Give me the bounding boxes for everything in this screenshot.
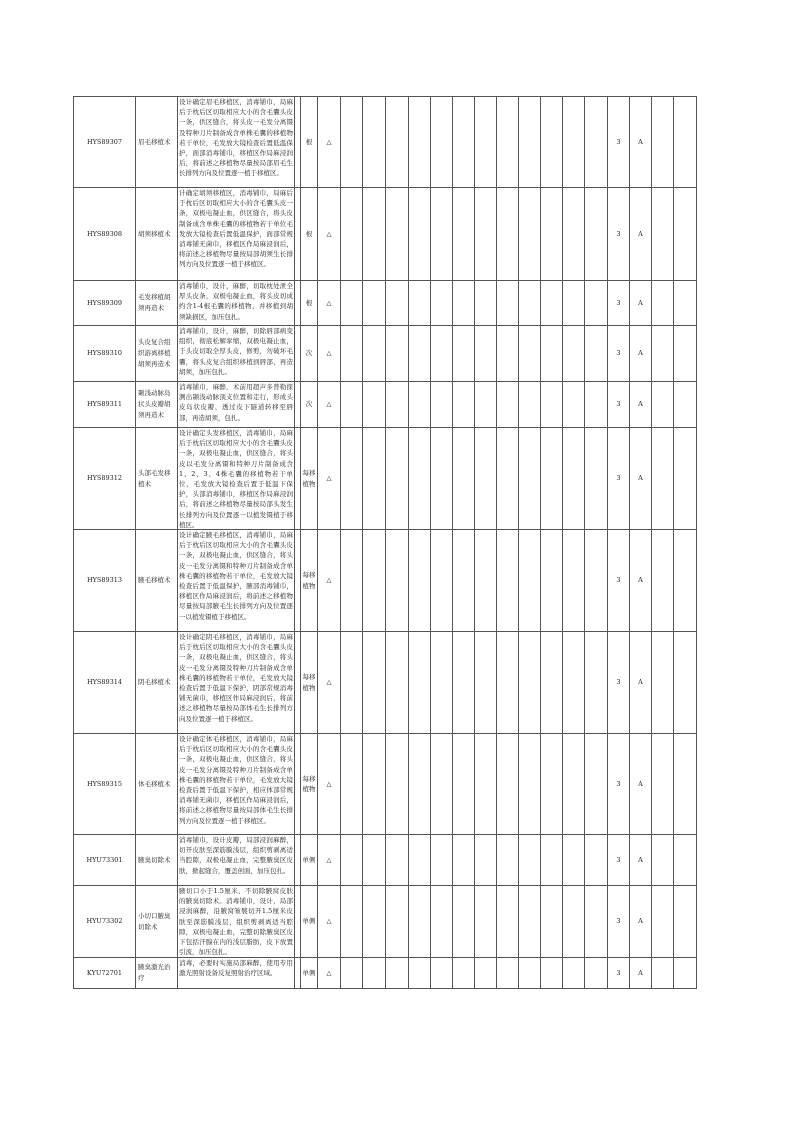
empty-cell bbox=[585, 382, 608, 428]
empty-cell bbox=[497, 734, 519, 835]
item-description-text: 消毒铺巾，设计皮瓣，局部浸润麻醉，切开皮肤至深筋膜浅层，组织剪剥离适当腔隙，双极电凝止血，完整腋臭区皮肤，掀起缝合，覆盖创面，加压包扎。 bbox=[179, 836, 293, 875]
item-description bbox=[178, 382, 295, 428]
empty-cell bbox=[652, 97, 674, 188]
empty-cell bbox=[363, 382, 386, 428]
empty-cell bbox=[563, 530, 585, 632]
empty-cell bbox=[497, 326, 519, 382]
item-unit: 根 bbox=[301, 97, 318, 188]
empty-cell bbox=[652, 734, 674, 835]
empty-cell bbox=[541, 835, 563, 886]
notes-cell bbox=[674, 734, 697, 835]
empty-cell bbox=[652, 188, 674, 281]
empty-cell bbox=[541, 97, 563, 188]
empty-cell bbox=[409, 530, 431, 632]
empty-cell bbox=[386, 835, 409, 886]
item-unit: 每移植物 bbox=[301, 632, 318, 734]
empty-cell bbox=[497, 382, 519, 428]
empty-cell bbox=[519, 958, 541, 989]
empty-cell bbox=[563, 428, 585, 530]
item-description-text: 设计确定头发移植区，消毒铺巾，局麻后于枕后区切取相应大小的含毛囊头皮一条，双极电凝止血，供区缝合，将头皮以毛发分离镊和特种刀片制备成含1、2、3、4株毛囊的移植物若干单位，毛发放大镜检查后置于低温下保护，头部消毒铺巾，移植区作局麻浸润后，将前述之移植物尽量按局部头发生长排列方向及位置逐一以植发镊植于移植区。 bbox=[179, 429, 293, 529]
empty-cell bbox=[453, 632, 475, 734]
item-description bbox=[178, 958, 295, 989]
empty-cell bbox=[409, 632, 431, 734]
item-mark: △ bbox=[318, 428, 341, 530]
item-description bbox=[178, 281, 295, 326]
item-description bbox=[178, 530, 295, 632]
empty-cell bbox=[453, 188, 475, 281]
item-mark: △ bbox=[318, 958, 341, 989]
empty-cell bbox=[563, 632, 585, 734]
table-row bbox=[74, 958, 751, 989]
empty-cell bbox=[519, 97, 541, 188]
table-row bbox=[74, 188, 751, 281]
empty-cell bbox=[519, 326, 541, 382]
item-description bbox=[178, 97, 295, 188]
empty-cell bbox=[431, 886, 453, 958]
empty-cell bbox=[563, 835, 585, 886]
empty-cell bbox=[341, 97, 363, 188]
item-grade: 3 bbox=[608, 97, 630, 188]
empty-cell bbox=[386, 734, 409, 835]
empty-cell bbox=[497, 97, 519, 188]
empty-cell bbox=[431, 326, 453, 382]
notes-cell bbox=[674, 530, 697, 632]
empty-cell bbox=[363, 97, 386, 188]
item-unit: 每移植物 bbox=[301, 530, 318, 632]
item-description bbox=[178, 632, 295, 734]
item-description bbox=[178, 326, 295, 382]
empty-cell bbox=[563, 382, 585, 428]
empty-cell bbox=[386, 281, 409, 326]
item-grade: 3 bbox=[608, 188, 630, 281]
item-mark: △ bbox=[318, 886, 341, 958]
empty-cell bbox=[585, 958, 608, 989]
item-code: HYS89310 bbox=[74, 326, 136, 382]
item-name: 体毛移植术 bbox=[136, 734, 178, 835]
empty-cell bbox=[386, 382, 409, 428]
item-grade: 3 bbox=[608, 958, 630, 989]
item-mark: △ bbox=[318, 632, 341, 734]
empty-cell bbox=[431, 958, 453, 989]
item-code: HYS89308 bbox=[74, 188, 136, 281]
empty-cell bbox=[475, 632, 497, 734]
empty-cell bbox=[585, 632, 608, 734]
item-unit: 根 bbox=[301, 188, 318, 281]
empty-cell bbox=[341, 188, 363, 281]
empty-cell bbox=[519, 886, 541, 958]
empty-cell bbox=[431, 281, 453, 326]
empty-cell bbox=[652, 428, 674, 530]
empty-cell bbox=[519, 428, 541, 530]
empty-cell bbox=[431, 97, 453, 188]
empty-cell bbox=[497, 281, 519, 326]
item-name: 眉毛移植术 bbox=[136, 97, 178, 188]
empty-cell bbox=[475, 835, 497, 886]
item-description bbox=[178, 428, 295, 530]
empty-cell bbox=[409, 958, 431, 989]
item-unit: 次 bbox=[301, 326, 318, 382]
empty-cell bbox=[341, 886, 363, 958]
item-code: HYS89311 bbox=[74, 382, 136, 428]
empty-cell bbox=[341, 428, 363, 530]
empty-cell bbox=[341, 958, 363, 989]
item-description-text: 消毒，必要时实施局部麻醉，使用专用激光照射设备反复照射治疗区域。 bbox=[179, 959, 293, 978]
empty-cell bbox=[519, 734, 541, 835]
empty-cell bbox=[519, 530, 541, 632]
table-row bbox=[74, 734, 751, 835]
item-description-text: 腋切口小于1.5厘米、不切除腋窝皮肤的腋臭切除术。消毒铺巾，设计，局部浸润麻醉，沿腋窝皱襞切开1.5厘米皮肤至深筋膜浅层，组织剪剥离适当腔隙，双极电凝止血，完整切除腋臭区皮下包括汗腺在内的浅层脂肪，皮下放置引流，加压包扎。 bbox=[179, 887, 293, 957]
item-mark: △ bbox=[318, 382, 341, 428]
empty-cell bbox=[652, 632, 674, 734]
item-grade: 3 bbox=[608, 734, 630, 835]
notes-cell bbox=[674, 382, 697, 428]
empty-cell bbox=[341, 734, 363, 835]
item-description-text: 设计确定体毛移植区，消毒铺巾，局麻后于枕后区切取相应大小的含毛囊头皮一条，双极电凝止血，供区缝合，将头皮一毛发分离镊及特种刀片制备成含单株毛囊的移植物若干单位，毛发放大镜检查后置于低温下保护，相应体部常规消毒铺无菌巾，移植区作局麻浸润后，将前述之移植物尽量按局部体毛生长排列方向及位置逐一植于移植区。 bbox=[179, 735, 293, 825]
item-name: 毛发移植胡须再造术 bbox=[136, 281, 178, 326]
item-description bbox=[178, 886, 295, 958]
item-unit: 每移植物 bbox=[301, 428, 318, 530]
empty-cell bbox=[497, 958, 519, 989]
empty-cell bbox=[386, 958, 409, 989]
empty-cell bbox=[541, 530, 563, 632]
empty-cell bbox=[453, 886, 475, 958]
empty-cell bbox=[409, 428, 431, 530]
empty-cell bbox=[453, 734, 475, 835]
empty-cell bbox=[363, 632, 386, 734]
empty-cell bbox=[652, 530, 674, 632]
empty-cell bbox=[475, 97, 497, 188]
empty-cell bbox=[585, 428, 608, 530]
empty-cell bbox=[475, 326, 497, 382]
empty-cell bbox=[585, 734, 608, 835]
empty-cell bbox=[497, 632, 519, 734]
notes-cell bbox=[674, 188, 697, 281]
empty-cell bbox=[652, 382, 674, 428]
empty-cell bbox=[541, 428, 563, 530]
fee-schedule-table bbox=[73, 96, 751, 989]
empty-cell bbox=[341, 382, 363, 428]
empty-cell bbox=[585, 835, 608, 886]
empty-cell bbox=[363, 326, 386, 382]
empty-cell bbox=[563, 958, 585, 989]
empty-cell bbox=[563, 188, 585, 281]
empty-cell bbox=[409, 835, 431, 886]
item-class: A bbox=[630, 281, 652, 326]
item-code: HYS89313 bbox=[74, 530, 136, 632]
empty-cell bbox=[363, 734, 386, 835]
empty-cell bbox=[475, 734, 497, 835]
empty-cell bbox=[386, 530, 409, 632]
item-description-text: 设计确定腋毛移植区，消毒铺巾，局麻后于枕后区切取相应大小的含毛囊头皮一条，双极电凝止血，供区缝合，将头皮一毛发分离镊和特种刀片制备成含单株毛囊的移植物若干单位，毛发放大镜检查后置于低温保护，腋部消毒铺巾，移植区作局麻浸润后，将前述之移植物尽量按局部腋毛生长排列方向及位置逐一以植发镊植于移植区。 bbox=[179, 531, 293, 621]
item-name: 阴毛移植术 bbox=[136, 632, 178, 734]
empty-cell bbox=[652, 958, 674, 989]
item-unit: 根 bbox=[301, 281, 318, 326]
item-mark: △ bbox=[318, 835, 341, 886]
item-name: 头皮复合组织游离移植胡须再造术 bbox=[136, 326, 178, 382]
item-description bbox=[178, 835, 295, 886]
empty-cell bbox=[497, 886, 519, 958]
empty-cell bbox=[475, 188, 497, 281]
empty-cell bbox=[431, 188, 453, 281]
empty-cell bbox=[563, 326, 585, 382]
empty-cell bbox=[652, 886, 674, 958]
item-code: HYS89312 bbox=[74, 428, 136, 530]
empty-cell bbox=[475, 281, 497, 326]
table-row bbox=[74, 281, 751, 326]
empty-cell bbox=[363, 958, 386, 989]
empty-cell bbox=[386, 326, 409, 382]
item-name: 腋毛移植术 bbox=[136, 530, 178, 632]
empty-cell bbox=[409, 326, 431, 382]
item-unit: 次 bbox=[301, 382, 318, 428]
empty-cell bbox=[519, 835, 541, 886]
item-grade: 3 bbox=[608, 632, 630, 734]
empty-cell bbox=[541, 734, 563, 835]
table-row bbox=[74, 632, 751, 734]
item-mark: △ bbox=[318, 97, 341, 188]
item-unit: 单侧 bbox=[301, 835, 318, 886]
notes-cell bbox=[674, 886, 697, 958]
empty-cell bbox=[453, 281, 475, 326]
empty-cell bbox=[409, 382, 431, 428]
empty-cell bbox=[431, 835, 453, 886]
item-class: A bbox=[630, 97, 652, 188]
item-unit: 单侧 bbox=[301, 886, 318, 958]
empty-cell bbox=[386, 188, 409, 281]
empty-cell bbox=[341, 530, 363, 632]
empty-cell bbox=[652, 281, 674, 326]
empty-cell bbox=[453, 97, 475, 188]
empty-cell bbox=[519, 281, 541, 326]
table-row bbox=[74, 835, 751, 886]
item-grade: 3 bbox=[608, 530, 630, 632]
empty-cell bbox=[585, 97, 608, 188]
item-code: HYU73301 bbox=[74, 835, 136, 886]
item-class: A bbox=[630, 382, 652, 428]
empty-cell bbox=[409, 734, 431, 835]
empty-cell bbox=[409, 886, 431, 958]
item-mark: △ bbox=[318, 326, 341, 382]
item-code: HYS89307 bbox=[74, 97, 136, 188]
empty-cell bbox=[386, 632, 409, 734]
empty-cell bbox=[431, 382, 453, 428]
item-mark: △ bbox=[318, 188, 341, 281]
empty-cell bbox=[475, 382, 497, 428]
empty-cell bbox=[563, 734, 585, 835]
item-name: 颞浅动脉岛状头皮瓣胡须再造术 bbox=[136, 382, 178, 428]
empty-cell bbox=[652, 835, 674, 886]
empty-cell bbox=[652, 326, 674, 382]
notes-cell bbox=[674, 835, 697, 886]
empty-cell bbox=[563, 886, 585, 958]
notes-cell bbox=[674, 958, 697, 989]
empty-cell bbox=[497, 835, 519, 886]
item-class: A bbox=[630, 188, 652, 281]
item-grade: 3 bbox=[608, 886, 630, 958]
empty-cell bbox=[475, 958, 497, 989]
item-code: HYS89309 bbox=[74, 281, 136, 326]
empty-cell bbox=[363, 530, 386, 632]
item-code: HYS89314 bbox=[74, 632, 136, 734]
item-description bbox=[178, 734, 295, 835]
empty-cell bbox=[453, 530, 475, 632]
table-row bbox=[74, 382, 751, 428]
empty-cell bbox=[585, 188, 608, 281]
empty-cell bbox=[541, 281, 563, 326]
item-name: 头部毛发移植术 bbox=[136, 428, 178, 530]
empty-cell bbox=[519, 382, 541, 428]
empty-cell bbox=[431, 632, 453, 734]
item-class: A bbox=[630, 632, 652, 734]
item-code: HYU73302 bbox=[74, 886, 136, 958]
item-class: A bbox=[630, 958, 652, 989]
notes-cell bbox=[674, 281, 697, 326]
item-unit: 单侧 bbox=[301, 958, 318, 989]
empty-cell bbox=[585, 886, 608, 958]
item-name: 腋臭激光治疗 bbox=[136, 958, 178, 989]
empty-cell bbox=[363, 428, 386, 530]
empty-cell bbox=[386, 886, 409, 958]
item-mark: △ bbox=[318, 530, 341, 632]
item-class: A bbox=[630, 886, 652, 958]
empty-cell bbox=[541, 632, 563, 734]
empty-cell bbox=[386, 428, 409, 530]
item-class: A bbox=[630, 326, 652, 382]
empty-cell bbox=[386, 97, 409, 188]
empty-cell bbox=[363, 281, 386, 326]
empty-cell bbox=[519, 632, 541, 734]
empty-cell bbox=[585, 326, 608, 382]
item-code: HYS89315 bbox=[74, 734, 136, 835]
empty-cell bbox=[497, 530, 519, 632]
empty-cell bbox=[363, 835, 386, 886]
item-grade: 3 bbox=[608, 835, 630, 886]
item-description-text: 消毒铺巾，麻醉，术前用超声多普勒探测出颞浅动脉顶支位置和走行，形成头皮岛状皮瓣，透过皮下隧道转移至唇部，再造胡须，包扎。 bbox=[179, 383, 293, 422]
empty-cell bbox=[341, 281, 363, 326]
empty-cell bbox=[541, 958, 563, 989]
empty-cell bbox=[341, 632, 363, 734]
notes-cell bbox=[674, 97, 697, 188]
empty-cell bbox=[363, 886, 386, 958]
empty-cell bbox=[563, 281, 585, 326]
item-description-text: 计确定胡须移植区，消毒铺巾，局麻后于枕后区切取相应大小的含毛囊头皮一条，双极电凝止血，供区缝合，将头皮制备成含单株毛囊的移植物若干单位毛发放大镜检查后置低温保护，面部常规消毒铺无菌巾，移植区作局麻浸润后，将前述之移植物尽量按局部胡须生长排列方向及位置逐一植于移植区。 bbox=[179, 189, 293, 269]
empty-cell bbox=[409, 97, 431, 188]
empty-cell bbox=[431, 428, 453, 530]
empty-cell bbox=[363, 188, 386, 281]
table-row bbox=[74, 97, 751, 188]
item-name: 小切口腋臭切除术 bbox=[136, 886, 178, 958]
empty-cell bbox=[497, 188, 519, 281]
item-mark: △ bbox=[318, 734, 341, 835]
item-class: A bbox=[630, 835, 652, 886]
notes-cell bbox=[674, 326, 697, 382]
empty-cell bbox=[409, 281, 431, 326]
empty-cell bbox=[541, 188, 563, 281]
empty-cell bbox=[453, 958, 475, 989]
item-grade: 3 bbox=[608, 281, 630, 326]
item-unit: 每移植物 bbox=[301, 734, 318, 835]
item-description-text: 消毒铺巾，设计，麻醉，切取枕处泄全厚头皮条，双极电凝止血，将头皮切成约含1-4根毛囊的移植物，并移植到胡须缺损区，加压包扎。 bbox=[179, 282, 293, 321]
empty-cell bbox=[341, 326, 363, 382]
item-mark: △ bbox=[318, 281, 341, 326]
item-grade: 3 bbox=[608, 382, 630, 428]
empty-cell bbox=[585, 281, 608, 326]
empty-cell bbox=[341, 835, 363, 886]
empty-cell bbox=[409, 188, 431, 281]
empty-cell bbox=[541, 886, 563, 958]
empty-cell bbox=[475, 428, 497, 530]
item-description-text: 消毒铺巾，设计，麻醉，切除唇部病变组织，彻底松解挛缩，双极电凝止血，于头皮切取全厚头皮，修剪，勿破坏毛囊，将头皮复合组织移植到唇部，再造胡须，加压包扎。 bbox=[179, 327, 293, 376]
empty-cell bbox=[475, 530, 497, 632]
item-class: A bbox=[630, 428, 652, 530]
notes-cell bbox=[674, 428, 697, 530]
item-description-text: 设计确定眉毛移植区，消毒铺巾，局麻后于枕后区切取相应大小的含毛囊头皮一条，供区缝合，将头皮一毛发分离镊及特种刀片制备成含单株毛囊的移植物若干单位，毛发放大镜检查后置低温保护，面部消毒铺巾，移植区作局麻浸润后，将前述之移植物尽量按局部眉毛生长排列方向及位置逐一植于移植区。 bbox=[179, 98, 293, 178]
table-row bbox=[74, 326, 751, 382]
empty-cell bbox=[453, 382, 475, 428]
item-class: A bbox=[630, 734, 652, 835]
empty-cell bbox=[475, 886, 497, 958]
notes-cell bbox=[674, 632, 697, 734]
item-description bbox=[178, 188, 295, 281]
item-grade: 3 bbox=[608, 326, 630, 382]
empty-cell bbox=[563, 97, 585, 188]
empty-cell bbox=[497, 428, 519, 530]
empty-cell bbox=[431, 530, 453, 632]
table-row bbox=[74, 886, 751, 958]
item-grade: 3 bbox=[608, 428, 630, 530]
empty-cell bbox=[431, 734, 453, 835]
empty-cell bbox=[453, 326, 475, 382]
item-description-text: 设计确定阴毛移植区，消毒铺巾，局麻后于枕后区切取相应大小的含毛囊头皮一条，双极电凝止血，供区缝合，将头皮一毛发分离镊及特种刀片制备成含单株毛囊的移植物若干单位，毛发放大镜检查后置于低温下保护，阴部常规消毒铺无菌巾，移植区作局麻浸润后，将前述之移植物尽量按局部体毛生长排列方向及位置逐一植于移植区。 bbox=[179, 633, 293, 723]
empty-cell bbox=[541, 382, 563, 428]
item-name: 腋臭切除术 bbox=[136, 835, 178, 886]
item-class: A bbox=[630, 530, 652, 632]
table-row bbox=[74, 428, 751, 530]
item-code: KYU72701 bbox=[74, 958, 136, 989]
empty-cell bbox=[519, 188, 541, 281]
item-name: 胡须移植术 bbox=[136, 188, 178, 281]
empty-cell bbox=[541, 326, 563, 382]
empty-cell bbox=[585, 530, 608, 632]
empty-cell bbox=[453, 835, 475, 886]
empty-cell bbox=[453, 428, 475, 530]
table-row bbox=[74, 530, 751, 632]
